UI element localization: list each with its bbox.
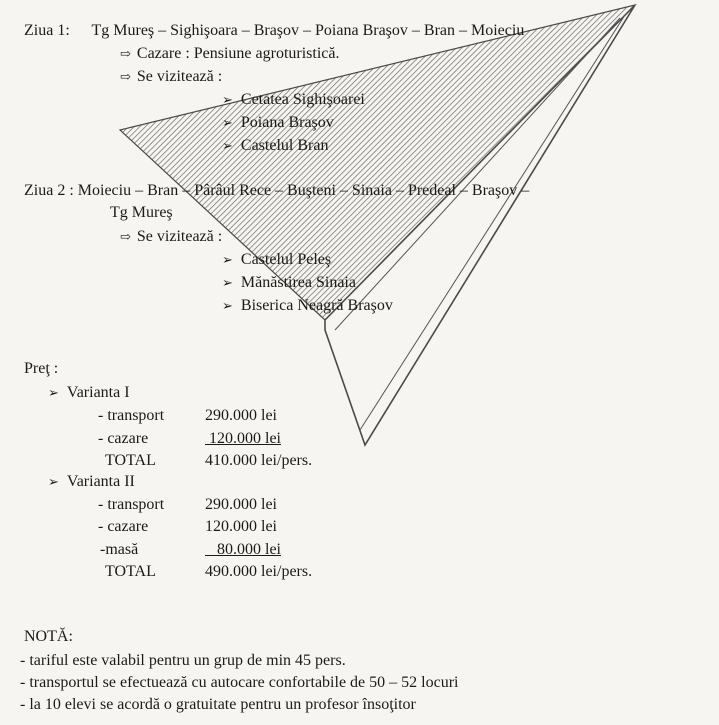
price-total-label: TOTAL (105, 452, 156, 469)
day2-label: Ziua 2 : (24, 182, 74, 199)
bullet-arrow-icon: ➢ (222, 252, 233, 267)
price-heading: Preţ : (24, 360, 59, 377)
bullet-arrow-icon: ➢ (48, 474, 59, 489)
bullet-arrow-icon: ➢ (222, 92, 233, 107)
bullet-arrow-icon: ➢ (222, 138, 233, 153)
price-row-label: - transport (98, 496, 165, 513)
day1-lodging-line (120, 45, 340, 63)
day2-visit-heading: Se vizitează : (136, 228, 223, 245)
day2-route-cont: Tg Mureş (110, 204, 173, 221)
price-total-value: 410.000 lei/pers. (205, 452, 313, 469)
day2-route: Moieciu – Bran – Pârâul Rece – Buşteni – Sinaia – Predeal – Braşov – (77, 182, 530, 199)
day1-visit-heading-line (120, 68, 222, 86)
price-row-label: - cazare (98, 518, 149, 535)
day2-sight: ➢ Biserica Neagră Braşov (222, 297, 393, 314)
day1-sight: ➢ Cetatea Sighişoarei (222, 91, 365, 108)
day2-sight: ➢ Castelul Peleş (222, 251, 332, 268)
day1-label: Ziua 1: (24, 22, 70, 39)
bullet-arrow-icon: ➢ (48, 385, 59, 400)
price-row-label: - transport (98, 407, 165, 424)
bullet-arrow-icon: ➢ (222, 275, 233, 290)
price-row-value: 290.000 lei (205, 496, 277, 513)
day1-sight: ➢ Poiana Braşov (222, 114, 334, 131)
day1-sight: ➢ Castelul Bran (222, 137, 329, 154)
open-arrow-icon: ⇨ (120, 69, 131, 84)
open-arrow-icon: ⇨ (120, 229, 131, 244)
open-arrow-icon: ⇨ (120, 46, 131, 61)
bullet-arrow-icon: ➢ (222, 298, 233, 313)
price-row-value: 120.000 lei (205, 518, 277, 535)
note-item: - la 10 elevi se acordă o gratuitate pentru un profesor însoţitor (20, 696, 416, 713)
price-row-label: -masă (100, 541, 139, 558)
price-row-value: 80.000 lei (217, 541, 281, 558)
note-item: - transportul se efectuează cu autocare confortabile de 50 – 52 locuri (20, 674, 459, 691)
day1-line (24, 22, 524, 40)
price-row-value: 120.000 lei (209, 430, 281, 447)
day1-lodging: Cazare : Pensiune agroturistică. (136, 45, 340, 62)
variant-heading: ➢ Varianta II (48, 473, 135, 490)
note-heading: NOTĂ: (24, 628, 73, 645)
day1-route: Tg Mureş – Sighişoara – Braşov – Poiana Braşov – Bran – Moieciu (91, 22, 525, 39)
note-item: - tariful este valabil pentru un grup de min 45 pers. (20, 652, 346, 669)
day2-visit-heading-line (120, 228, 222, 246)
price-total-label: TOTAL (105, 563, 156, 580)
day2-sight: ➢ Mănăstirea Sinaia (222, 274, 356, 291)
variant-heading: ➢ Varianta I (48, 384, 130, 401)
price-total-value: 490.000 lei/pers. (205, 563, 313, 580)
day1-visit-heading: Se vizitează : (136, 68, 223, 85)
price-row-value: 290.000 lei (205, 407, 277, 424)
bullet-arrow-icon: ➢ (222, 115, 233, 130)
price-row-label: - cazare (98, 430, 149, 447)
day2-line (24, 182, 529, 200)
